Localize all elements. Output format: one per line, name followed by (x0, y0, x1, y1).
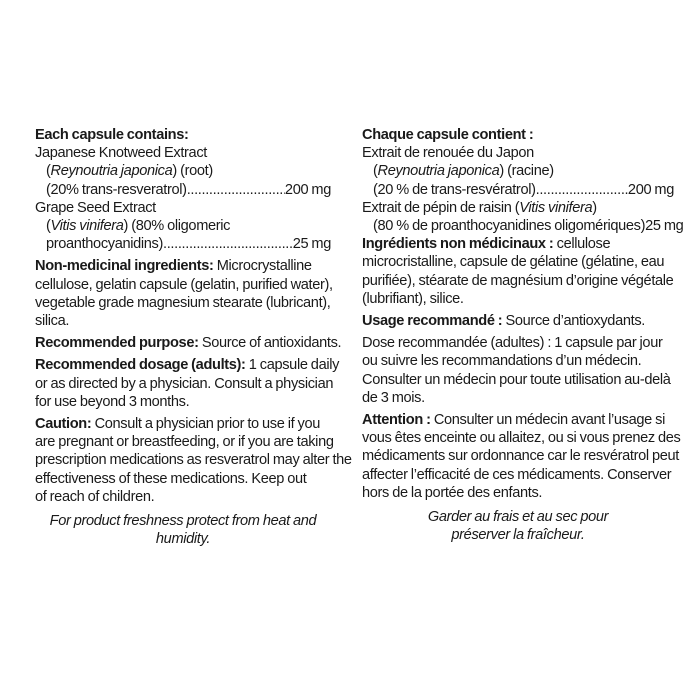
non-medicinal-section (35, 257, 331, 330)
english-label-column (35, 126, 352, 548)
purpose-text: Source of antioxidants. (198, 335, 342, 352)
dosage-text: ou suivre les recommandations d’un médecin. (362, 353, 642, 370)
contents-heading: Chaque capsule contient : (362, 127, 534, 143)
ingredient-1-amount: 200 mg (284, 181, 331, 198)
ingredient-1-amount-row (362, 181, 674, 199)
caution-text: Consulter un médecin avant l’usage si (430, 412, 665, 429)
caution-text: prescription medications as resveratrol may alter the (35, 452, 352, 469)
non-medicinal-label: Non-medicinal ingredients: (35, 258, 214, 275)
storage-note (362, 508, 674, 544)
non-medicinal-text: cellulose, gelatin capsule (gelatin, purified water), (35, 276, 333, 293)
purpose-label: Recommended purpose: (35, 335, 199, 352)
ingredient-2-amount: 25 mg (645, 218, 684, 235)
non-medicinal-text: microcristalline, capsule de gélatine (gélatine, eau (362, 254, 665, 271)
dosage-text: Dose recommandée (adultes) : 1 capsule par jour (362, 335, 663, 352)
ingredient-1-amount: 200 mg (627, 181, 674, 198)
ingredient-1-standardization: (20% trans-resveratrol) (46, 181, 187, 198)
ingredient-1-name: Japanese Knotweed Extract (35, 145, 207, 162)
storage-text: For product freshness protect from heat and (49, 513, 317, 530)
purpose-label: Usage recommandé : (362, 313, 503, 330)
non-medicinal-text: purifiée), stéarate de magnésium d’origine végétale (362, 272, 674, 289)
dosage-text: Consulter un médecin pour toute utilisation au-delà (362, 371, 671, 388)
ingredient-2-name (362, 199, 674, 217)
dosage-text: for use beyond 3 months. (35, 393, 190, 410)
ingredient-2-name: Grape Seed Extract (35, 199, 156, 216)
caution-text: effectiveness of these medications. Keep out (35, 470, 307, 487)
ingredient-1-plant-part: ) (root) (172, 163, 213, 180)
caution-label: Caution: (35, 416, 92, 433)
storage-note (35, 512, 331, 548)
storage-text: Garder au frais et au sec pour (427, 509, 609, 526)
ingredient-1-latin-name: Reynoutria japonica (377, 163, 500, 180)
caution-section (35, 415, 352, 506)
ingredient-2-open-paren: ( (46, 218, 51, 235)
ingredient-2-source (35, 217, 331, 235)
non-medicinal-text: vegetable grade magnesium stearate (lubricant), (35, 294, 331, 311)
dosage-section (35, 356, 340, 411)
ingredient-2-name-prefix: Extrait de pépin de raisin ( (362, 199, 520, 216)
storage-text: préserver la fraîcheur. (451, 527, 585, 544)
ingredient-2-latin-name: Vitis vinifera (50, 218, 124, 235)
caution-text: vous êtes enceinte ou allaitez, ou si vous prenez des (362, 430, 681, 447)
purpose-section (362, 312, 674, 330)
non-medicinal-section (362, 235, 674, 308)
ingredient-1-source (362, 162, 674, 180)
storage-text: humidity. (155, 531, 211, 548)
dot-leader (163, 235, 293, 253)
dosage-text: 1 capsule daily (245, 357, 340, 374)
caution-text: are pregnant or breastfeeding, or if you are taking (35, 434, 334, 451)
dosage-text: or as directed by a physician. Consult a physician (35, 375, 334, 392)
ingredient-1-open-paren: ( (46, 163, 51, 180)
ingredient-1-plant-part: ) (racine) (499, 163, 554, 180)
ingredient-2-amount-row (362, 217, 684, 235)
ingredient-2-standardization: (80 % de proanthocyanidines oligomériques) (373, 218, 646, 235)
caution-text: hors de la portée des enfants. (362, 484, 543, 501)
ingredient-1-amount-row (35, 181, 331, 199)
dot-leader (187, 181, 285, 199)
ingredient-1-open-paren: ( (373, 163, 378, 180)
ingredient-1-standardization: (20 % de trans-resvératrol) (373, 181, 536, 198)
ingredient-1-source (35, 162, 331, 180)
contents-heading: Each capsule contains: (35, 127, 189, 143)
caution-text: affecter l’efficacité de ces médicaments. Conserver (362, 466, 672, 483)
ingredient-2-amount-row (35, 235, 331, 253)
caution-text: of reach of children. (35, 488, 155, 505)
non-medicinal-label: Ingrédients non médicinaux : (362, 236, 554, 253)
dosage-text: de 3 mois. (362, 389, 425, 406)
caution-text: médicaments sur ordonnance car le resvératrol peut (362, 448, 679, 465)
ingredient-2-standardization: ) (80% oligomeric (123, 218, 231, 235)
non-medicinal-text: (lubrifiant), silice. (362, 290, 464, 307)
ingredient-1-latin-name: Reynoutria japonica (50, 163, 173, 180)
non-medicinal-text: cellulose (553, 236, 611, 253)
ingredient-2-latin-name: Vitis vinifera (519, 199, 593, 216)
dot-leader (536, 181, 628, 199)
ingredient-2-name-suffix: ) (592, 199, 597, 216)
purpose-text: Source d’antioxydants. (502, 313, 645, 330)
caution-label: Attention : (362, 412, 431, 429)
purpose-section (35, 334, 342, 352)
caution-text: Consult a physician prior to use if you (91, 416, 320, 433)
dosage-section (362, 334, 674, 407)
non-medicinal-text: Microcrystalline (213, 258, 312, 275)
ingredient-1-name: Extrait de renouée du Japon (362, 145, 534, 162)
french-label-column (362, 126, 684, 544)
ingredient-2-standardization-cont: proanthocyanidins) (46, 236, 164, 253)
non-medicinal-text: silica. (35, 313, 70, 330)
dosage-label: Recommended dosage (adults): (35, 357, 246, 374)
caution-section (362, 411, 681, 502)
ingredient-2-amount: 25 mg (292, 236, 331, 253)
